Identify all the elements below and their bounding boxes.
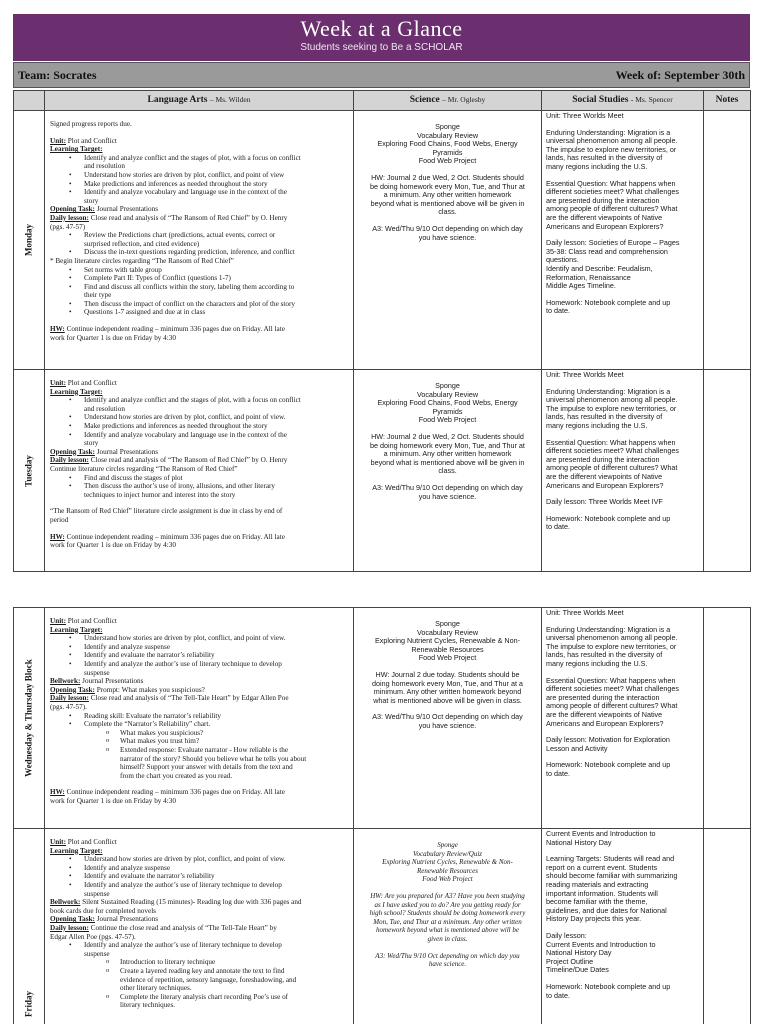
day-label: Monday	[23, 223, 34, 257]
social-studies-cell-wedthu: Unit: Three Worlds Meet Enduring Understanding: Migration is a universal phenomenon among all people. The impulse to explore new territories, or lands, has resulted in the diversity of many regions including the U.S. Essential Question: What happens when different societies meet? What challenges are presented during the interaction among people of different cultures? What are the different viewpoints of Native Americans and European Explorers? Daily lesson: Motivation for Exploration Lesson and Activity Homework: Notebook complete and up to date.	[542, 608, 704, 829]
science-cell-friday: Sponge Vocabulary Review/Quiz Exploring Nutrient Cycles, Renewable & Non- Renewable Resources Food Web Project HW: Are you prepared for A3? Have you been studying as I have asked you to do? Are you getting ready for high school? Students should be doing homework every Mon, Tue, and Thur at a minimum. Any other written homework beyond what is mentioned above will be given in class. A3: Wed/Thu 9/10 Oct depending on which day you have science.	[354, 829, 542, 1024]
la-note: Signed progress reports due.	[50, 120, 132, 128]
page-subtitle: Students seeking to Be a SCHOLAR	[300, 42, 463, 53]
header-notes: Notes	[704, 91, 751, 111]
notes-cell-monday	[704, 111, 751, 370]
day-row-monday	[14, 111, 751, 370]
team-bar	[13, 62, 750, 88]
day-label-cell	[14, 829, 45, 1024]
social-studies-cell-monday: Unit: Three Worlds Meet Enduring Understanding: Migration is a universal phenomenon among all people. The impulse to explore new territories, or lands, has resulted in the diversity of many regions including the U.S. Essential Question: What happens when different societies meet? What challenges are presented during the interaction among people of different cultures? What are the different viewpoints of Native Americans and European Explorers? Daily lesson: Societies of Europe – Pages 35-38: Class read and comprehension questions. Identify and Describe: Feudalism, Reformation, Renaissance Middle Ages Timeline. Homework: Notebook complete and up to date.	[542, 111, 704, 370]
science-cell-tuesday: Sponge Vocabulary Review Exploring Food Chains, Food Webs, Energy Pyramids Food Web Project HW: Journal 2 due Wed, 2 Oct. Students should be doing homework every Mon, Tue, and Thur at a minimum. Any other written homework beyond what is mentioned above will be given in class. A3: Wed/Thu 9/10 Oct depending on which day you have science.	[354, 370, 542, 572]
page-title: Week at a Glance	[300, 16, 463, 41]
day-label-cell	[14, 608, 45, 829]
schedule-table-top	[13, 90, 751, 572]
team-name: Team: Socrates	[18, 67, 97, 82]
la-cell-monday: Signed progress reports due. Unit: Plot and Conflict Learning Target: • Identify and analyze conflict and the stages of plot, with a focus on conflict and resolution • Understand how stories are driven by plot, conflict, and point of view • Make predictions and inferences as needed throughout the story • Identify and analyze vocabulary and language use in the context of the story Opening Task: Journal Presentations Daily lesson: Close read and analysis of “The Ransom of Red Chief” by O. Henry (pgs. 47-57) • Review the Predictions chart (predictions, actual events, correct or surprised reflection, and cited evidence) • Discuss the in-text questions regarding prediction, inference, and conflict * Begin literature circles regarding “The Ransom of Red Chief” • Set norms with table group • Complete Part II: Types of Conflict (questions 1-7) • Find and discuss all conflicts within the story, labeling them according to their type • Then discuss the impact of conflict on the characters and plot of the story • Questions 1-7 assigned and due at in class HW: Continue independent reading – minimum 336 pages due on Friday. All late work for Quarter 1 is due on Friday by 4:30	[45, 111, 354, 370]
la-cell-wedthu: Unit: Plot and Conflict Learning Target: • Understand how stories are driven by plot, conflict, and point of view. • Identify and analyze suspense • Identify and evaluate the narrator’s reliability • Identify and analyze the author’s use of literary technique to develop suspense Bellwork: Journal Presentations Opening Task: Prompt: What makes you suspicious? Daily lesson: Close read and analysis of “The Tell-Tale Heart” by Edgar Allen Poe (pgs. 47-57). • Reading skill: Evaluate the narrator’s reliability • Complete the “Narrator’s Reliability” chart. o What makes you suspicious? o What makes you trust him? o Extended response: Evaluate narrator - How reliable is the narrator of the story? Should you believe what he tells you about himself? Support your answer with details from the text and from the chart you created as you read. HW: Continue independent reading – minimum 336 pages due on Friday. All late work for Quarter 1 is due on Friday by 4:30	[45, 608, 354, 829]
science-cell-wedthu: Sponge Vocabulary Review Exploring Nutrient Cycles, Renewable & Non- Renewable Resources Food Web Project HW: Journal 2 due today. Students should be doing homework every Mon, Tue, and Thur at a minimum. Any other written homework beyond what is mentioned above will be given in class. A3: Wed/Thu 9/10 Oct depending on which day you have science.	[354, 608, 542, 829]
header-social-studies: Social Studies - Ms. Spencer	[542, 91, 704, 111]
notes-cell-wedthu	[704, 608, 751, 829]
header-language-arts: Language Arts – Ms. Wilden	[45, 91, 354, 111]
social-studies-cell-tuesday: Unit: Three Worlds Meet Enduring Understanding: Migration is a universal phenomenon among all people. The impulse to explore new territories, or lands, has resulted in the diversity of many regions including the U.S. Essential Question: What happens when different societies meet? What challenges are presented during the interaction among people of different cultures? What are the different viewpoints of Native Americans and European Explorers? Daily lesson: Three Worlds Meet IVF Homework: Notebook complete and up to date.	[542, 370, 704, 572]
column-header-row	[14, 91, 751, 111]
header-science: Science – Mr. Oglesby	[354, 91, 542, 111]
day-label: Wednesday & Thursday Block	[23, 659, 34, 777]
notes-cell-friday	[704, 829, 751, 1024]
header-day-blank	[14, 91, 45, 111]
la-cell-friday: Unit: Plot and Conflict Learning Target: • Understand how stories are driven by plot, conflict, and point of view. • Identify and analyze suspense • Identify and evaluate the narrator’s reliability • Identify and analyze the author’s use of literary technique to develop suspense Bellwork: Silent Sustained Reading (15 minutes)- Reading log due with 336 pages and book cards due for completed novels Opening Task: Journal Presentations Daily lesson: Continue the close read and analysis of “The Tell-Tale Heart” by Edgar Allen Poe (pgs. 47-57). • Identify and analyze the author’s use of literary technique to develop suspense o Introduction to literary technique o Create a layered reading key and annotate the text to find evidence of repetition, sensory language, foreshadowing, and other literary techniques. o Complete the literary analysis chart recording Poe’s use of literary techniques.	[45, 829, 354, 1024]
day-label: Friday	[23, 991, 34, 1018]
day-label-cell	[14, 111, 45, 370]
la-cell-tuesday: Unit: Plot and Conflict Learning Target: • Identify and analyze conflict and the stages of plot, with a focus on conflict and resolution • Understand how stories are driven by plot, conflict, and point of view. • Make predictions and inferences as needed throughout the story • Identify and analyze vocabulary and language use in the context of the story Opening Task: Journal Presentations Daily lesson: Close read and analysis of “The Ransom of Red Chief” by O. Henry Continue literature circles regarding “The Ransom of Red Chief” • Find and discuss the stages of plot • Then discuss the author’s use of irony, allusions, and other literary techniques to inject humor and interest into the story “The Ransom of Red Chief” literature circle assignment is due in class by end of period HW: Continue independent reading – minimum 336 pages due on Friday. All late work for Quarter 1 is due on Friday by 4:30	[45, 370, 354, 572]
day-row-friday	[14, 829, 751, 1024]
day-row-tuesday	[14, 370, 751, 572]
day-row-wedthu	[14, 608, 751, 829]
week-of: Week of: September 30th	[615, 67, 745, 82]
science-cell-monday: Sponge Vocabulary Review Exploring Food Chains, Food Webs, Energy Pyramids Food Web Project HW: Journal 2 due Wed, 2 Oct. Students should be doing homework every Mon, Tue, and Thur at a minimum. Any other written homework beyond what is mentioned above will be given in class. A3: Wed/Thu 9/10 Oct depending on which day you have science.	[354, 111, 542, 370]
day-label: Tuesday	[23, 454, 34, 487]
notes-cell-tuesday	[704, 370, 751, 572]
header-banner	[13, 14, 750, 61]
schedule-table-bottom	[13, 607, 751, 1024]
social-studies-cell-friday: Current Events and Introduction to National History Day Learning Targets: Students will read and report on a current event. Students should become familiar with summarizing reading materials and extracting important information. Students will become familiar with the theme, guidelines, and due dates for National History Day projects this year. Daily lesson: Current Events and Introduction to National History Day Project Outline Timeline/Due Dates Homework: Notebook complete and up to date.	[542, 829, 704, 1024]
day-label-cell	[14, 370, 45, 572]
